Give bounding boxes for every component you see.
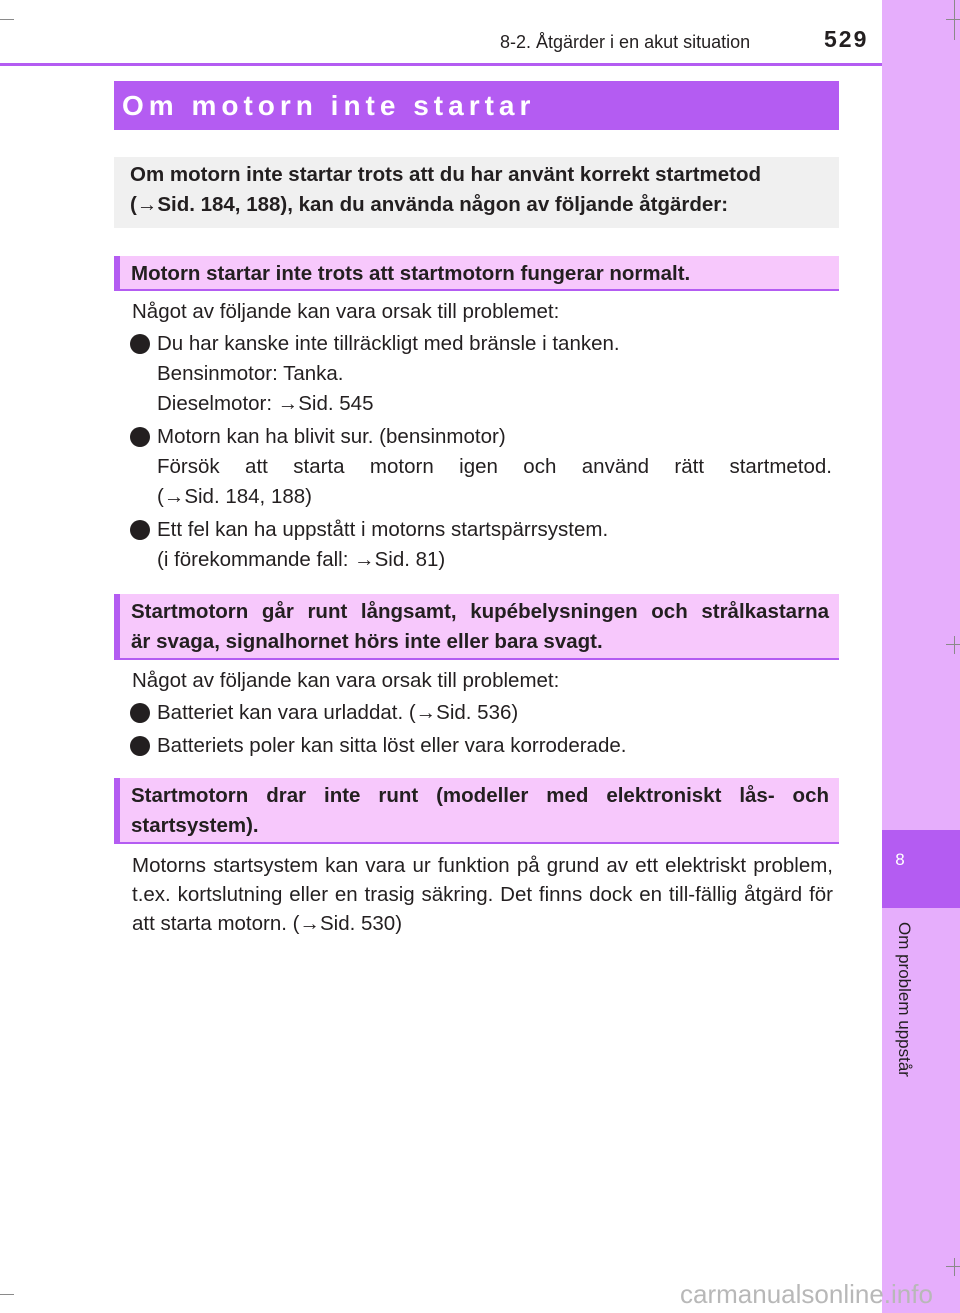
section-heading [114, 256, 839, 291]
bullet-text: Du har kanske inte tillräckligt med bränsle i tanken. [157, 332, 620, 355]
crop-mark [0, 19, 14, 20]
section-heading [114, 594, 839, 660]
chapter-number: 8 [895, 850, 905, 869]
chapter-label: Om problem uppstår [895, 922, 914, 1077]
bullet-text: Batteriets poler kan sitta löst eller vara korroderade. [157, 734, 627, 757]
chapter-sidebar [882, 0, 960, 1313]
bullet-icon [130, 427, 150, 447]
bullet-text: Försök att starta motorn igen och använd rätt startmetod. [157, 455, 832, 478]
bullet-icon [130, 703, 150, 723]
section-heading-line: Startmotorn går runt långsamt, kupébelysningen och strålkastarna [131, 600, 829, 623]
section-heading-line: Motorn startar inte trots att startmotorn fungerar normalt. [131, 262, 691, 285]
section-lead: Något av följande kan vara orsak till problemet: [132, 300, 560, 323]
header-rule [0, 63, 882, 66]
bullet-text: Batteriet kan vara urladdat. (→Sid. 536) [157, 701, 519, 724]
crop-mark [954, 1258, 955, 1276]
bullet-text: Motorn kan ha blivit sur. (bensinmotor) [157, 425, 506, 448]
bullet-text: (i förekommande fall: →Sid. 81) [157, 548, 446, 571]
watermark: carmanualsonline.info [680, 1279, 933, 1309]
intro-line: (→Sid. 184, 188), kan du använda någon av följande åtgärder: [130, 193, 729, 216]
section-lead: Något av följande kan vara orsak till problemet: [132, 669, 560, 692]
section-body: Motorns startsystem kan vara ur funktion på grund av ett elektriskt problem, t.ex. kortslutning eller en trasig säkring. Det finns dock en till-fällig åtgärd för att starta motorn. (→Sid. 530) [132, 854, 833, 935]
bullet-text: Ett fel kan ha uppstått i motorns startspärrsystem. [157, 518, 609, 541]
page-title: Om motorn inte startar [114, 81, 839, 130]
section-heading-line: startsystem). [131, 814, 259, 837]
section-heading [114, 778, 839, 844]
bullet-text: Bensinmotor: Tanka. [157, 362, 344, 385]
page-number: 529 [824, 26, 869, 52]
intro-line: Om motorn inte startar trots att du har använt korrekt startmetod [130, 163, 762, 186]
intro-box [114, 157, 839, 228]
crop-mark [954, 636, 955, 654]
section-heading-line: är svaga, signalhornet hörs inte eller bara svagt. [131, 630, 603, 653]
header-section-title: 8-2. Åtgärder i en akut situation [500, 32, 751, 52]
crop-mark [946, 1266, 960, 1267]
bullet-icon [130, 520, 150, 540]
bullet-text: (→Sid. 184, 188) [157, 485, 312, 508]
crop-mark [946, 644, 960, 645]
bullet-text: Dieselmotor: →Sid. 545 [157, 392, 374, 415]
crop-mark [954, 0, 955, 40]
section-heading-line: Startmotorn drar inte runt (modeller med elektroniskt lås- och [131, 784, 829, 807]
crop-mark [0, 1294, 14, 1295]
bullet-icon [130, 334, 150, 354]
bullet-icon [130, 736, 150, 756]
crop-mark [946, 19, 960, 20]
